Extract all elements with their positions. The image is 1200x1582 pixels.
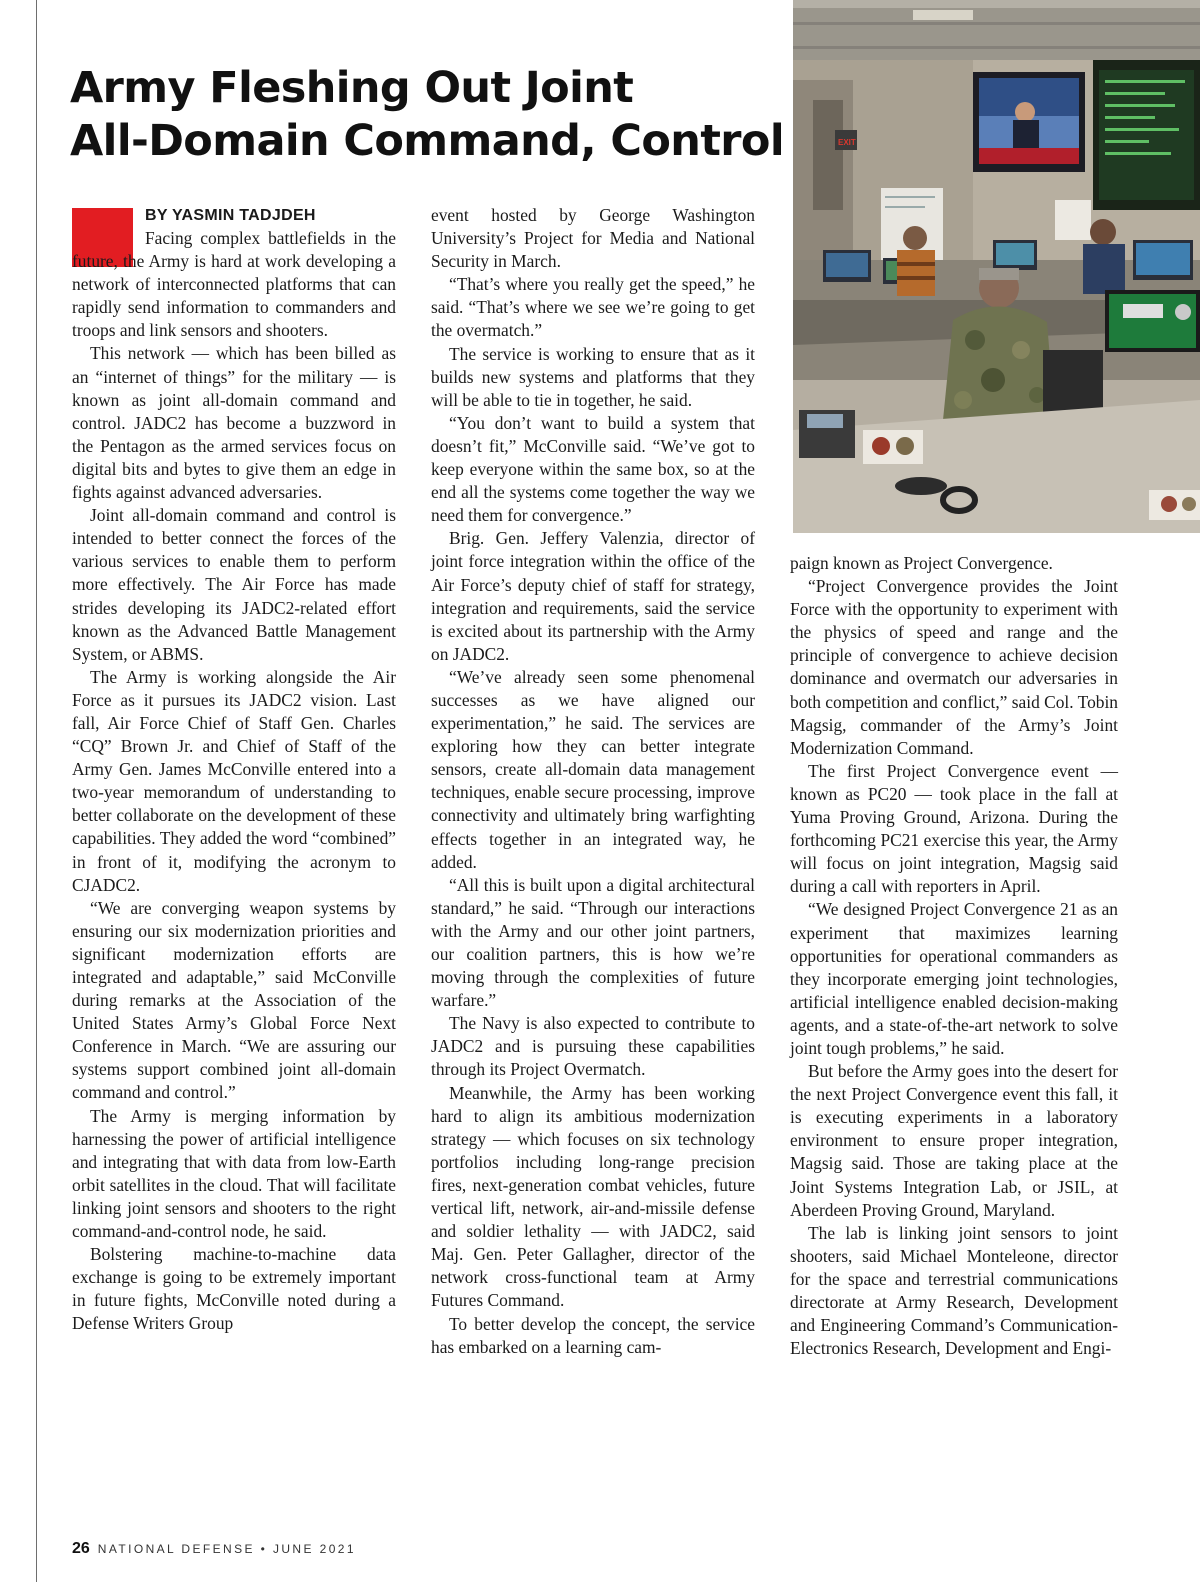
paragraph: The Army is merging information by harnessing the power of artificial intelligence and integrating that with data from low-Earth orbit satellites in the cloud. That will facilitate linking joint sensors and shooters to the right command-and-control node, he said. xyxy=(72,1105,396,1242)
paragraph: “You don’t want to build a system that doesn’t fit,” McConville said. “We’ve got to keep everyone within the same box, so at the end all the systems come together the way we need them for convergence.” xyxy=(431,412,755,526)
paragraph: The lab is linking joint sensors to joint shooters, said Michael Monteleone, director for the space and terrestrial communications directorate at Army Research, Development and Engineering Command’s Communication-Electronics Research, Development and Engi- xyxy=(790,1222,1118,1359)
paragraph: “All this is built upon a digital architectural standard,” he said. “Through our interactions with the Army and our other joint partners, our coalition partners, this is how we’re moving through the complexities of future warfare.” xyxy=(431,874,755,1011)
page-number: 26 xyxy=(72,1540,90,1557)
column-1 xyxy=(72,204,396,1336)
paragraph: The service is working to ensure that as it builds new systems and platforms that they will be able to tie in together, he said. xyxy=(431,343,755,410)
red-square-spacer xyxy=(72,204,145,250)
byline: BY YASMIN TADJDEH xyxy=(145,207,316,224)
paragraph: “We designed Project Convergence 21 as an experiment that maximizes learning opportunities for operational commanders as they incorporate emerging joint technologies, artificial intelligence enabled decision-making agents, and a state-of-the-art network to solve joint tough problems,” he said. xyxy=(790,899,1118,1058)
paragraph: The first Project Convergence event — known as PC20 — took place in the fall at Yuma Proving Ground, Arizona. During the forthcoming PC21 exercise this year, the Army will focus on joint integration, Magsig said during a call with reporters in April. xyxy=(790,760,1118,897)
paragraph: “Project Convergence provides the Joint Force with the opportunity to experiment with the physics of speed and range and the principle of convergence to achieve decision dominance and overmatch our adversaries in both competition and conflict,” said Col. Tobin Magsig, commander of the Army’s Joint Modernization Command. xyxy=(790,576,1118,758)
column-3 xyxy=(790,552,1118,1360)
paragraph: To better develop the concept, the service has embarked on a learning cam- xyxy=(431,1313,755,1357)
paragraph: The Navy is also expected to contribute to JADC2 and is pursuing these capabilities through its Project Overmatch. xyxy=(431,1013,755,1080)
paragraph: But before the Army goes into the desert for the next Project Convergence event this fall, it is executing experiments in a laboratory environment to ensure proper integration, Magsig said. Those are taking place at the Joint Systems Integration Lab, or JSIL, at Aberdeen Proving Ground, Maryland. xyxy=(790,1061,1118,1220)
paragraph: paign known as Project Convergence. xyxy=(790,553,1053,573)
exit-sign-text: EXIT xyxy=(838,138,856,147)
column-2 xyxy=(431,204,755,1359)
paragraph: “We are converging weapon systems by ensuring our six modernization priorities and significant modernization efforts are integrated and adaptable,” said McConville during remarks at the Association of the United States Army’s Global Force Next Conference in March. “We are assuring our systems support combined joint all-domain command and control.” xyxy=(72,897,396,1103)
paragraph: Bolstering machine-to-machine data exchange is going to be extremely important in future fights, McConville noted during a Defense Writers Group xyxy=(72,1244,396,1334)
paragraph: The Army is working alongside the Air Force as it pursues its JADC2 vision. Last fall, Air Force Chief of Staff Gen. Charles “CQ” Brown Jr. and Chief of Staff of the Army Gen. James McConville entered into a two-year memorandum of understanding to better collaborate on the development of these capabilities. They added the word “combined” in front of it, modifying the acronym to CJADC2. xyxy=(72,666,396,895)
title-line-2: All-Domain Command, Control xyxy=(70,116,784,166)
title-line-1: Army Fleshing Out Joint xyxy=(70,63,634,113)
paragraph: Meanwhile, the Army has been working hard to align its ambitious modernization strategy — which focuses on six technology portfolios including long-range precision fires, next-generation combat vehicles, future vertical lift, network, air-and-missile defense and soldier lethality — with JADC2, said Maj. Gen. Peter Gallagher, director of the network cross-functional team at Army Futures Command. xyxy=(431,1082,755,1311)
command-center-photo xyxy=(793,0,1200,533)
paragraph: “We’ve already seen some phenomenal successes as we have aligned our experimentation,” he said. The services are exploring how they can better integrate sensors, create all-domain data management techniques, enable secure processing, improve connectivity and ultimately bring warfighting effects together in an integrated way, he added. xyxy=(431,666,755,872)
paragraph: event hosted by George Washington University’s Project for Media and National Security in March. xyxy=(431,205,755,272)
margin-rule xyxy=(36,0,37,1582)
article-title xyxy=(70,62,790,168)
paragraph: This network — which has been billed as an “internet of things” for the military — is known as joint all-domain command and control. JADC2 has become a buzzword in the Pentagon as the armed services focus on digital bits and bytes to give them an edge in fights against advanced adversaries. xyxy=(72,343,396,503)
paragraph: Facing complex battlefields in the future, the Army is hard at work developing a network of interconnected platforms that can rapidly send information to commanders and troops and link sensors and shooters. xyxy=(72,228,396,341)
paragraph: Brig. Gen. Jeffery Valenzia, director of joint force integration within the office of the Air Force’s deputy chief of staff for strategy, integration and requirements, said the service is excited about its partnership with the Army on JADC2. xyxy=(431,528,755,664)
paragraph: Joint all-domain command and control is intended to better connect the forces of the various services to enable them to perform more effectively. The Air Force has made strides developing its JADC2-related effort known as the Advanced Battle Management System, or ABMS. xyxy=(72,505,396,664)
page-footer xyxy=(72,1540,356,1558)
publication-line: NATIONAL DEFENSE • JUNE 2021 xyxy=(97,1542,356,1556)
paragraph: “That’s where you really get the speed,” he said. “That’s where we see we’re going to get the overmatch.” xyxy=(431,274,755,341)
